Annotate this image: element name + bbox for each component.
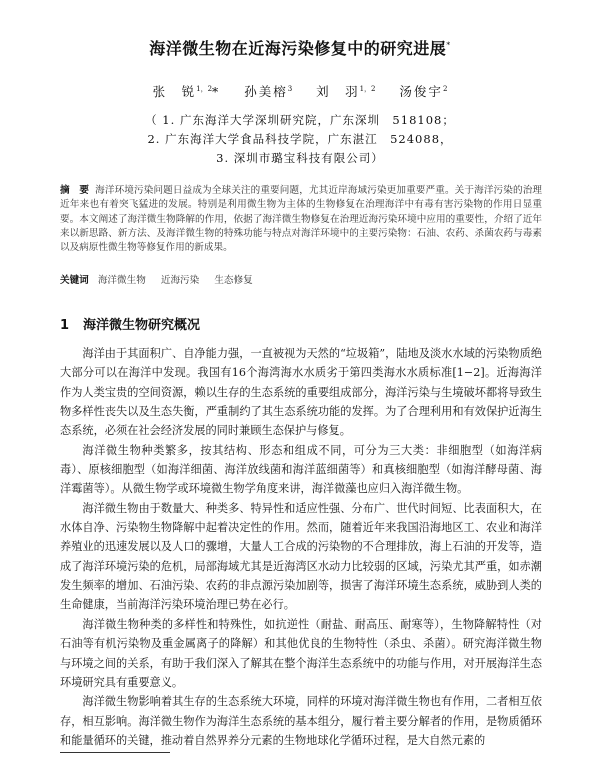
paper-title xyxy=(40,36,560,59)
author: 张 锐$^{1,2}$* xyxy=(152,84,221,99)
keyword: 近海污染 xyxy=(160,275,200,286)
paragraph: 海洋微生物由于数量大、种类多、特异性和适应性强、分布广、世代时间短、比表面积大，在水体自净、污染物生物降解中起着决定性的作用。然而，随着近年来我国沿海地区工、农业和海洋养殖业的迅速发展以及人口的骤增，大量人工合成的污染物的不合理排放，海上石油的开发等，造成了海洋环境污染的危机，局部海域尤其是近海湾区水动力比较弱的区域，污染尤其严重，如赤潮发生频率的增加、石油污染、农药的非点源污染加剧等，损害了海洋环境生态系统，威胁到人类的生命健康，当前海洋污染环境治理已势在必行。 xyxy=(60,501,542,612)
paragraph: 海洋微生物影响着其生存的生态系统大环境，同样的环境对海洋微生物也有作用，二者相互依存，相互影响。海洋微生物作为海洋生态系统的基本组分，履行着主要分解者的作用，是物质循环和能量循环的关键，推动着自然界养分元素的生物地球化学循环过程，是大自然元素的 xyxy=(60,695,542,747)
affiliation-line: （ 1. 广东海洋大学深圳研究院，广东深圳 518108； xyxy=(145,113,455,127)
keywords xyxy=(60,272,542,286)
author: 刘 羽$^{1,2}$ xyxy=(316,84,376,99)
paragraph: 海洋由于其面积广、自净能力强，一直被视为天然的“垃圾箱”，陆地及淡水水域的污染物质绝大部分可以在海洋中发现。我国有16个海湾海水水质劣于第四类海水水质标准[1−2]。近海海洋作为人类宝贵的空间资源，赖以生存的生态系统的重要组成部分，海洋污染与生境破坏都将导致生物多样性丧失以及生态失衡，严重制约了其生态系统功能的发挥。为了合理利用和有效保护近海生态系统，必须在社会经济发展的同时兼顾生态保护与修复。 xyxy=(60,347,542,438)
section-number: 1 xyxy=(60,318,70,333)
paragraph: 海洋微生物种类的多样性和特殊性，如抗逆性（耐盐、耐高压、耐寒等），生物降解特性（对石油等有机污染物及重金属离子的降解）和其他优良的生物特性（杀虫、杀菌）。研究海洋微生物与环境之间的关系，有助于我们深入了解其在整个海洋生态系统中的功能与作用，对开展海洋生态环境研究具有重要意义。 xyxy=(60,617,542,689)
footnote-divider xyxy=(60,752,170,753)
paper-title-text: 海洋微生物在近海污染修复中的研究进展 xyxy=(149,39,447,58)
paragraph: 海洋微生物种类繁多，按其结构、形态和组成不同，可分为三大类：非细胞型（如海洋病毒）、原核细胞型（如海洋细菌、海洋放线菌和海洋蓝细菌等）和真核细胞型（如海洋酵母菌、海洋霉菌等）。从微生物学或环境微生物学角度来讲，海洋微藻也应归入海洋微生物。 xyxy=(60,443,542,496)
body-text xyxy=(60,344,542,750)
abstract xyxy=(60,184,542,255)
abstract-text: 海洋环境污染问题日益成为全球关注的重要问题，尤其近岸海域污染更加重要严重。关于海洋污染的治理近年来也有着突飞猛进的发展。特别是利用微生物为主体的生物修复在治理海洋中有毒有害污染物的作用日显重要。本文阐述了海洋微生物降解的作用，依据了海洋微生物修复在治理近海污染环境中应用的重要性，介绍了近年来以新思路、新方法、及海洋微生物的特殊功能与特点对海洋环境中的主要污染物：石油、农药、杀菌农药与毒素以及病原性微生物等修复作用的新成果。 xyxy=(60,185,543,254)
keywords-label: 关键词 xyxy=(60,275,89,286)
title-footnote-mark: * xyxy=(446,40,451,50)
affiliation-line: 2. 广东海洋大学食品科技学院，广东湛江 524088， xyxy=(147,132,453,146)
author: 汤俊宇$^2$ xyxy=(399,84,448,99)
affiliation-line: 3. 深圳市璐宝科技有限公司） xyxy=(216,151,384,165)
section-title: 海洋微生物研究概况 xyxy=(83,318,201,333)
author: 孙美榕$^3$ xyxy=(244,84,293,99)
abstract-label: 摘 要 xyxy=(60,185,90,196)
keyword: 生态修复 xyxy=(214,275,253,286)
section-heading xyxy=(60,314,200,333)
author-list xyxy=(40,82,560,100)
keyword: 海洋微生物 xyxy=(97,275,146,286)
